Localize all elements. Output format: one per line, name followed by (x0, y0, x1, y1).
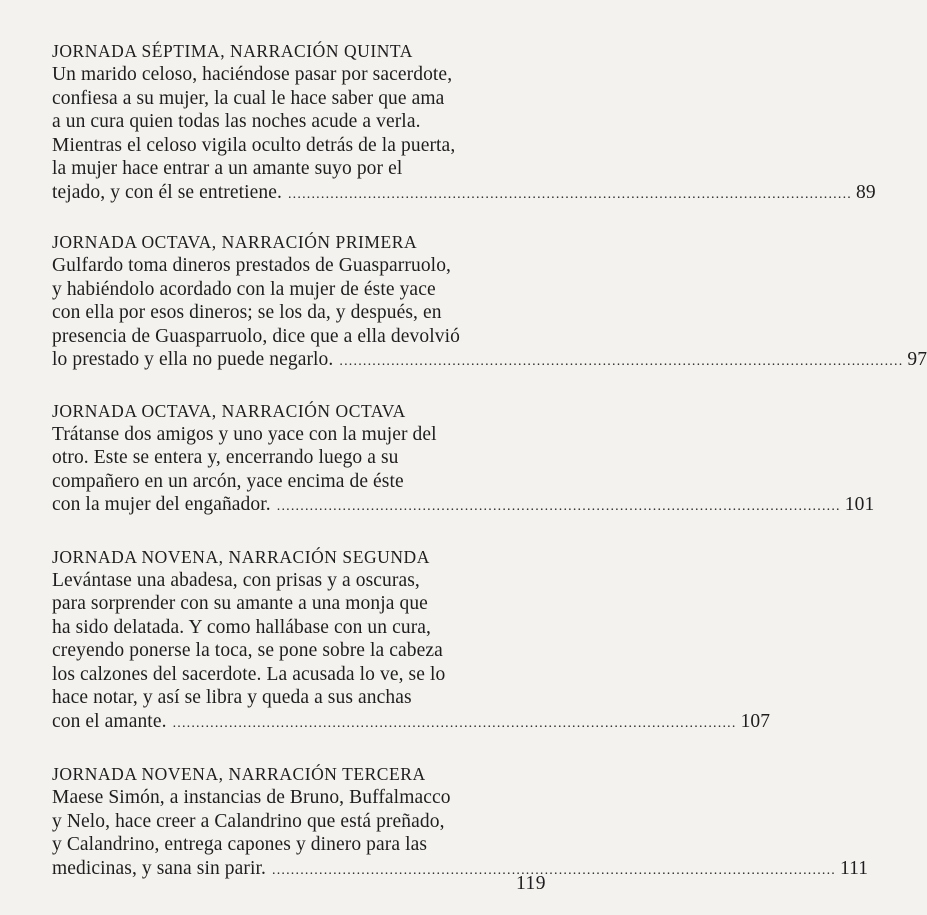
summary-last-line (52, 348, 927, 372)
entry-heading: JORNADA OCTAVA, NARRACIÓN OCTAVA (52, 400, 406, 421)
entry-heading: JORNADA OCTAVA, NARRACIÓN PRIMERA (52, 232, 418, 252)
summary-line: confiesa a su mujer, la cual le hace saber que ama (52, 87, 445, 109)
summary-line: ha sido delatada. Y como hallábase con un cura, (52, 616, 432, 638)
summary-line: a un cura quien todas las noches acude a verla. (52, 111, 421, 132)
summary-line: Gulfardo toma dineros prestados de Guasparruolo, (52, 255, 452, 276)
dot-leader: ........................................................................................................................ (272, 862, 836, 878)
toc-entry (52, 546, 771, 734)
summary-last-line (52, 493, 875, 517)
summary-last-line (52, 857, 869, 881)
entry-page-number: 101 (844, 494, 875, 515)
summary-line: y Nelo, hace creer a Calandrino que está preñado, (52, 810, 445, 832)
summary-line: Mientras el celoso vigila oculto detrás de la puerta, (52, 134, 456, 156)
dot-leader: ........................................................................................................................ (287, 186, 852, 202)
toc-entry (52, 763, 869, 880)
summary-line: creyendo ponerse la toca, se pone sobre la cabeza (52, 640, 443, 661)
page-number: 119 (516, 873, 547, 894)
dot-leader: ........................................................................................................................ (172, 715, 737, 731)
entry-heading: JORNADA NOVENA, NARRACIÓN TERCERA (52, 764, 426, 784)
summary-line: compañero en un arcón, yace encima de éste (52, 470, 404, 492)
toc-entry (52, 40, 876, 204)
summary-line: otro. Este se entera y, encerrando luego a su (52, 447, 399, 468)
dot-leader: ........................................................................................................................ (276, 499, 841, 514)
summary-line: Levántase una abadesa, con prisas y a oscuras, (52, 569, 420, 591)
summary-line: presencia de Guasparruolo, dice que a ella devolvió (52, 325, 460, 347)
summary-line: con la mujer del engañador. (52, 494, 271, 515)
summary-line: los calzones del sacerdote. La acusada lo ve, se lo (52, 663, 446, 685)
summary-line: y Calandrino, entrega capones y dinero para las (52, 834, 428, 855)
summary-line: Un marido celoso, haciéndose pasar por sacerdote, (52, 64, 453, 85)
entry-page-number: 97 (907, 349, 927, 370)
toc-entry (52, 400, 875, 517)
summary-line: medicinas, y sana sin parir. (52, 857, 266, 879)
entry-heading: JORNADA NOVENA, NARRACIÓN SEGUNDA (52, 546, 430, 567)
summary-line: para sorprender con su amante a una monja que (52, 593, 428, 614)
entry-heading: JORNADA SÉPTIMA, NARRACIÓN QUINTA (52, 41, 413, 61)
summary-line: Maese Simón, a instancias de Bruno, Buffalmacco (52, 787, 451, 808)
summary-line: la mujer hace entrar a un amante suyo por el (52, 158, 403, 179)
summary-line: tejado, y con él se entretiene. (52, 181, 282, 203)
toc-entry (52, 231, 927, 372)
summary-line: y habiéndolo acordado con la mujer de éste yace (52, 278, 436, 300)
dot-leader: ........................................................................................................................ (339, 354, 904, 369)
table-of-contents (52, 40, 927, 907)
summary-line: hace notar, y así se libra y queda a sus anchas (52, 687, 412, 708)
summary-last-line (52, 710, 771, 734)
summary-line: lo prestado y ella no puede negarlo. (52, 349, 334, 370)
summary-line: con ella por esos dineros; se los da, y después, en (52, 302, 442, 323)
entry-page-number: 107 (740, 710, 771, 732)
summary-line: con el amante. (52, 710, 167, 732)
entry-page-number: 111 (840, 857, 869, 879)
entry-page-number: 89 (855, 181, 876, 203)
summary-last-line (52, 181, 876, 205)
summary-line: Trátanse dos amigos y uno yace con la mujer del (52, 423, 437, 445)
